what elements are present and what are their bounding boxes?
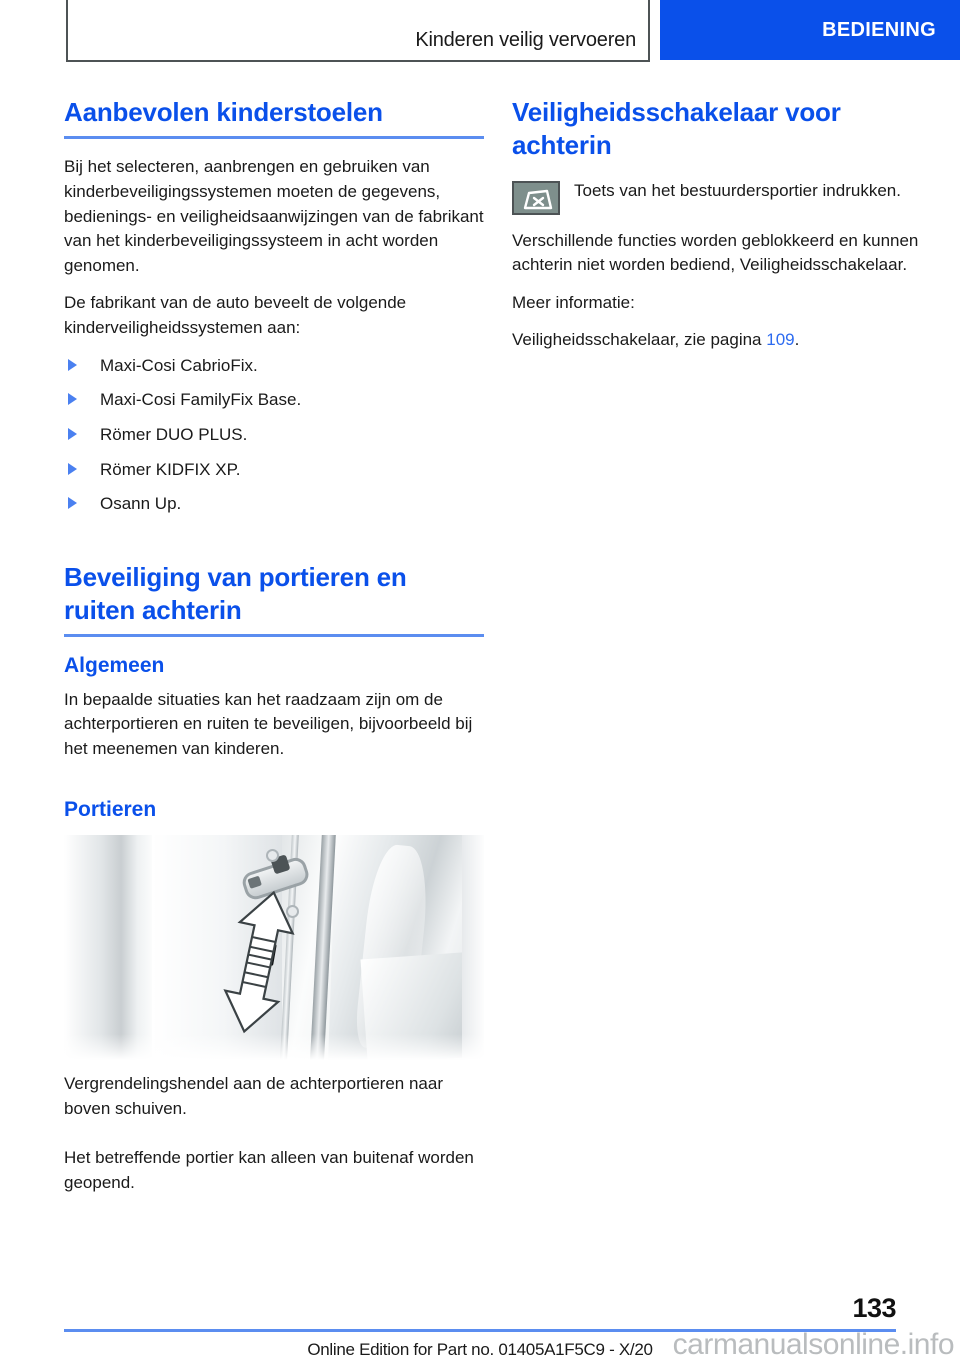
watermark-text: carmanualsonline.info <box>672 1328 954 1361</box>
section-title-aanbevolen-kinderstoelen: Aanbevolen kinderstoelen <box>64 97 383 127</box>
cross-reference-suffix: . <box>794 330 800 350</box>
spacer <box>64 527 484 561</box>
triangle-bullet-icon <box>68 497 77 509</box>
list-item-label: Römer KIDFIX XP. <box>100 459 241 479</box>
triangle-bullet-icon <box>68 463 77 475</box>
door-jamb-child-lock-figure <box>64 835 484 1060</box>
spacer <box>64 775 484 797</box>
left-column <box>64 96 484 1195</box>
list-item <box>64 423 484 448</box>
cross-reference-page-link[interactable]: 109 <box>766 330 795 350</box>
triangle-bullet-icon <box>68 359 77 371</box>
cross-reference-prefix: Veiligheidsschakelaar, zie pagina <box>512 330 767 350</box>
paragraph-aanbevolen-intro: De fabrikant van de auto beveelt de volgende kinderveiligheidssystemen aan: <box>64 293 407 338</box>
recommended-child-seats-list <box>64 354 484 517</box>
triangle-bullet-icon <box>68 393 77 405</box>
child-safety-window-lock-icon <box>512 181 560 215</box>
page-footer <box>0 1272 960 1362</box>
list-item <box>64 492 484 517</box>
spacer <box>512 163 932 175</box>
section-divider <box>64 634 484 637</box>
list-item-label: Maxi-Cosi FamilyFix Base. <box>100 390 302 410</box>
header-chapter-box <box>66 0 650 62</box>
spacer <box>64 1060 484 1072</box>
window-lock-glyph <box>521 187 555 211</box>
list-item-label: Maxi-Cosi CabrioFix. <box>100 355 258 375</box>
paragraph-functies-geblokkeerd: Verschillende functies worden geblokkeerd en kunnen achterin niet worden bediend, Veiligheidsschakelaar. <box>512 230 919 275</box>
list-item-label: Osann Up. <box>100 494 182 514</box>
list-item-label: Römer DUO PLUS. <box>100 425 248 445</box>
footer-edition-note: Online Edition for Part no. 01405A1F5C9 - X/20 <box>307 1340 653 1359</box>
subsection-title-algemeen: Algemeen <box>64 654 165 678</box>
subsection-title-portieren: Portieren <box>64 797 157 821</box>
list-item <box>64 458 484 483</box>
paragraph-algemeen: In bepaalde situaties kan het raadzaam zijn om de achterportieren en ruiten te beveiligen, bijvoorbeeld bij het meenemen van kinderen. <box>64 689 473 759</box>
page-header <box>0 0 960 64</box>
section-title-beveiliging-portieren-ruiten: Beveiliging van portieren en ruiten achterin <box>64 561 407 626</box>
screw-icon <box>266 849 279 862</box>
header-section-band <box>660 0 960 60</box>
list-item <box>64 388 484 413</box>
door-right-edge <box>462 835 484 1060</box>
header-chapter-title: Kinderen veilig vervoeren <box>415 29 636 51</box>
figure-fade <box>64 1034 484 1060</box>
header-section-title: BEDIENING <box>822 18 936 41</box>
section-divider <box>64 136 484 139</box>
list-item <box>64 354 484 379</box>
paragraph-meer-informatie: Meer informatie: <box>512 292 635 312</box>
callout-text: Toets van het bestuurdersportier indrukken. <box>574 180 901 200</box>
paragraph-vergrendelingshendel: Vergrendelingshendel aan de achterportieren naar boven schuiven. <box>64 1073 443 1118</box>
triangle-bullet-icon <box>68 428 77 440</box>
instruction-callout <box>512 179 932 215</box>
spacer <box>64 1134 484 1146</box>
cross-reference <box>512 328 932 353</box>
paragraph-selectie-aanbrengen: Bij het selecteren, aanbrengen en gebruiken van kinderbeveiligingssystemen moeten de gegevens, bedienings- en veiligheidsaanwijzingen van de fabrikant van het kinderbeveiligingssysteem in acht worden genomen. <box>64 157 484 275</box>
right-column <box>512 96 932 353</box>
paragraph-portier-buitenaf: Het betreffende portier kan alleen van buitenaf worden geopend. <box>64 1148 474 1192</box>
door-panel-shading <box>64 835 156 1060</box>
section-title-veiligheidsschakelaar: Veiligheidsschakelaar voor achterin <box>512 97 841 161</box>
page-number: 133 <box>852 1293 896 1323</box>
